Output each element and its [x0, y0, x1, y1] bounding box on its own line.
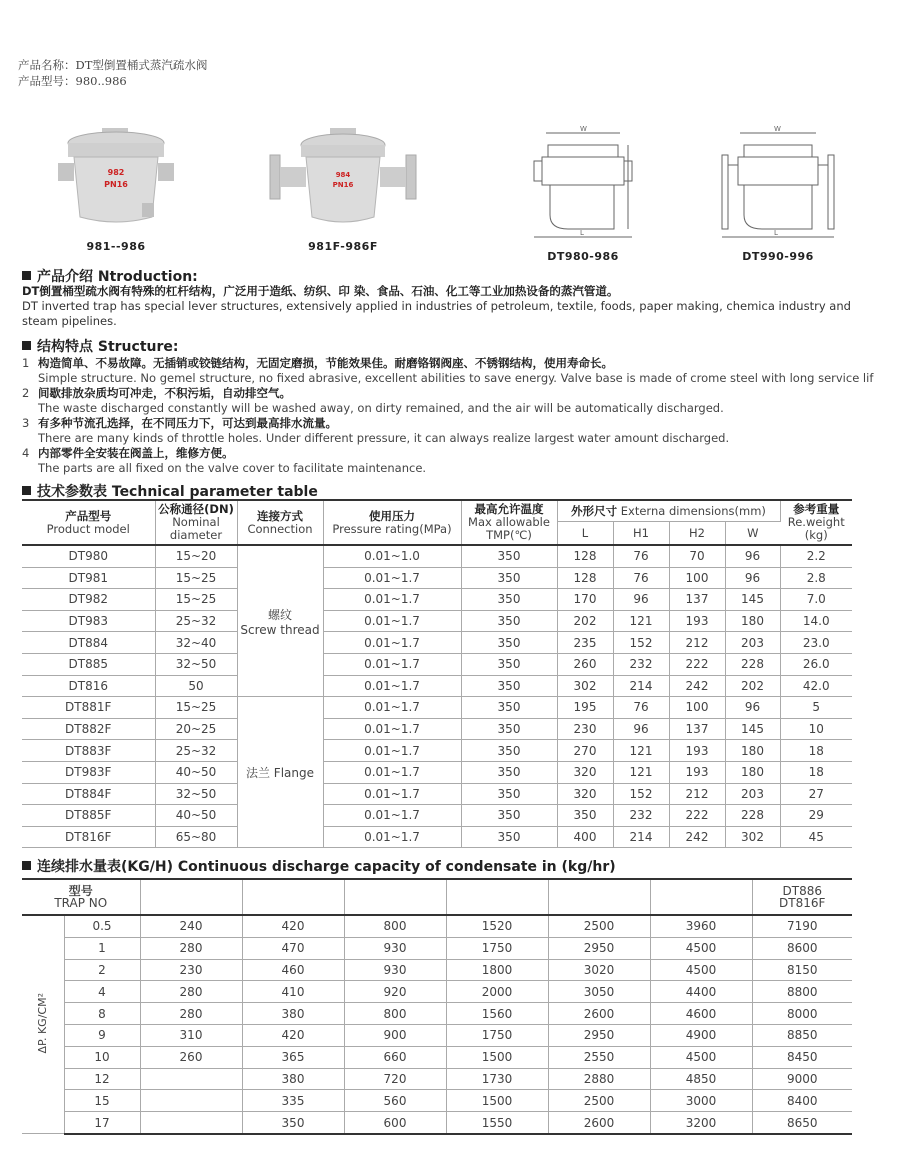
cell-capacity: 660 [344, 1046, 446, 1068]
cell-connection-screw: 螺纹 Screw thread [237, 545, 323, 697]
cell-pressure: 10 [64, 1046, 140, 1068]
cell-model: DT816 [22, 675, 155, 697]
cell-capacity: 900 [344, 1024, 446, 1046]
table-row [22, 697, 852, 719]
cell-model: DT881F [22, 697, 155, 719]
cell-h1: 121 [613, 610, 669, 632]
cell-l: 400 [557, 826, 613, 848]
cell-h2: 100 [669, 567, 725, 589]
cell-h1: 214 [613, 826, 669, 848]
col-header-weight: 参考重量 Re.weight (kg) [780, 500, 852, 545]
dimension-drawing-flange [718, 125, 838, 240]
cell-w: 228 [725, 805, 780, 827]
col-header-model: 产品型号 Product model [22, 500, 155, 545]
cell-tmp: 350 [461, 783, 557, 805]
cell-capacity: 3000 [650, 1090, 752, 1112]
structure-item: 4 内部零件全安装在阀盖上，维修方便。 The parts are all fixed on the valve cover to facilitate maintenance. [22, 446, 427, 475]
cell-capacity: 350 [242, 1112, 344, 1134]
cell-capacity: 1500 [446, 1090, 548, 1112]
svg-text:L: L [580, 229, 584, 237]
cell-dn: 50 [155, 675, 237, 697]
cell-capacity: 800 [344, 915, 446, 937]
sub-header-h1: H1 [613, 522, 669, 546]
cell-capacity: 8850 [752, 1024, 852, 1046]
cell-capacity: 380 [242, 1003, 344, 1025]
cell-capacity: 920 [344, 981, 446, 1003]
cell-pressure: 4 [64, 981, 140, 1003]
svg-text:W: W [774, 125, 781, 133]
cell-model: DT982 [22, 589, 155, 611]
cell-w: 180 [725, 761, 780, 783]
table-row [22, 959, 852, 981]
cell-weight: 2.2 [780, 545, 852, 567]
cell-capacity: 1520 [446, 915, 548, 937]
cell-capacity: 1750 [446, 937, 548, 959]
cell-capacity: 9000 [752, 1068, 852, 1090]
cell-capacity: 3200 [650, 1112, 752, 1134]
cell-pressure: 0.01~1.7 [323, 610, 461, 632]
cell-w: 96 [725, 697, 780, 719]
col-header-pressure: 使用压力 Pressure rating(MPa) [323, 500, 461, 545]
cell-pressure: 2 [64, 959, 140, 981]
cell-tmp: 350 [461, 826, 557, 848]
cell-model: DT884F [22, 783, 155, 805]
cell-weight: 29 [780, 805, 852, 827]
cell-dn: 32~50 [155, 783, 237, 805]
cell-capacity: 7190 [752, 915, 852, 937]
cell-capacity: 2550 [548, 1046, 650, 1068]
cell-weight: 26.0 [780, 653, 852, 675]
cell-l: 302 [557, 675, 613, 697]
cell-weight: 14.0 [780, 610, 852, 632]
cell-w: 203 [725, 632, 780, 654]
cell-weight: 5 [780, 697, 852, 719]
cell-model: DT883F [22, 740, 155, 762]
col-header-dimensions: 外形尺寸 Externa dimensions(mm) [557, 500, 780, 522]
tech-table-body [22, 545, 852, 848]
intro-en: DT inverted trap has special lever structures, extensively applied in industries of petroleum, textile, foods, paper making, chemica industry and [22, 299, 851, 313]
cell-weight: 18 [780, 761, 852, 783]
cell-h1: 152 [613, 632, 669, 654]
tech-heading: 技术参数表 Technical parameter table [22, 481, 318, 501]
cell-w: 96 [725, 567, 780, 589]
table-row [22, 915, 852, 937]
cell-capacity: 260 [140, 1046, 242, 1068]
sub-header-h2: H2 [669, 522, 725, 546]
table-row [22, 1003, 852, 1025]
cell-capacity: 4500 [650, 937, 752, 959]
cell-capacity: 4500 [650, 1046, 752, 1068]
cell-h2: 137 [669, 589, 725, 611]
cell-w: 180 [725, 740, 780, 762]
cell-h2: 212 [669, 632, 725, 654]
cell-dn: 15~20 [155, 545, 237, 567]
cell-pressure: 8 [64, 1003, 140, 1025]
cell-tmp: 350 [461, 718, 557, 740]
cell-tmp: 350 [461, 589, 557, 611]
cell-pressure: 12 [64, 1068, 140, 1090]
cell-capacity: 8800 [752, 981, 852, 1003]
cell-h2: 100 [669, 697, 725, 719]
cell-capacity: 3960 [650, 915, 752, 937]
cell-h1: 214 [613, 675, 669, 697]
cell-pressure: 0.01~1.7 [323, 675, 461, 697]
cell-capacity [140, 1112, 242, 1134]
cell-weight: 23.0 [780, 632, 852, 654]
cell-pressure: 0.01~1.7 [323, 697, 461, 719]
cell-model: DT885F [22, 805, 155, 827]
table-row [22, 567, 852, 589]
cell-capacity: 4500 [650, 959, 752, 981]
table-row [22, 675, 852, 697]
cell-capacity: 4850 [650, 1068, 752, 1090]
table-row [22, 1112, 852, 1134]
cell-l: 195 [557, 697, 613, 719]
cell-weight: 45 [780, 826, 852, 848]
cell-capacity: 1730 [446, 1068, 548, 1090]
cell-dn: 65~80 [155, 826, 237, 848]
cell-tmp: 350 [461, 632, 557, 654]
cell-dn: 32~40 [155, 632, 237, 654]
cell-dn: 25~32 [155, 740, 237, 762]
cell-capacity: 2000 [446, 981, 548, 1003]
cell-h1: 96 [613, 718, 669, 740]
cell-pressure: 15 [64, 1090, 140, 1112]
col-header-connection: 连接方式 Connection [237, 500, 323, 545]
product-name-line: 产品名称：DT型倒置桶式蒸汽疏水阀 [18, 58, 208, 72]
table-row [22, 1068, 852, 1090]
cell-capacity: 230 [140, 959, 242, 981]
dimension-drawing-screw [528, 125, 638, 240]
cell-capacity: 2600 [548, 1003, 650, 1025]
valve-photo-screw [56, 125, 176, 230]
cell-capacity: 930 [344, 937, 446, 959]
sub-header-w: W [725, 522, 780, 546]
cell-dn: 20~25 [155, 718, 237, 740]
cell-w: 180 [725, 610, 780, 632]
cell-h1: 232 [613, 805, 669, 827]
cell-capacity: 8450 [752, 1046, 852, 1068]
cell-model: DT981 [22, 567, 155, 589]
cell-capacity: 4400 [650, 981, 752, 1003]
cell-capacity: 4900 [650, 1024, 752, 1046]
cell-capacity: 720 [344, 1068, 446, 1090]
intro-cn: DT倒置桶型疏水阀有特殊的杠杆结构，广泛用于造纸、纺织、印 染、食品、石油、化工等工业加热设备的蒸汽管道。 [22, 284, 619, 298]
structure-item: 2 间歇排放杂质均可冲走，不积污垢，自动排空气。 The waste discharged constantly will be washed away, on dirty remained, and the air will be automatically discharged. [22, 386, 724, 415]
product-caption: 981--986 [86, 240, 146, 253]
cell-pressure: 0.5 [64, 915, 140, 937]
cell-capacity: 335 [242, 1090, 344, 1112]
table-row [22, 981, 852, 1003]
intro-heading: 产品介绍 Ntroduction: [22, 266, 198, 286]
capacity-table-body [22, 915, 852, 1134]
intro-en: steam pipelines. [22, 314, 117, 328]
cell-h1: 152 [613, 783, 669, 805]
cell-h2: 70 [669, 545, 725, 567]
cell-capacity: 2600 [548, 1112, 650, 1134]
cell-tmp: 350 [461, 545, 557, 567]
badge-text: 984 [335, 171, 351, 179]
intro-text [22, 284, 851, 329]
capacity-table [22, 878, 852, 1135]
cell-pressure: 1 [64, 937, 140, 959]
cell-w: 145 [725, 589, 780, 611]
table-row [22, 718, 852, 740]
cell-h1: 76 [613, 697, 669, 719]
cell-tmp: 350 [461, 697, 557, 719]
cell-weight: 7.0 [780, 589, 852, 611]
cell-w: 202 [725, 675, 780, 697]
structure-item: 3 有多种节流孔选择，在不同压力下，可达到最高排水流量。 There are many kinds of throttle holes. Under different pressure, it can always realize largest water amount discharged. [22, 416, 730, 445]
cell-capacity: 1550 [446, 1112, 548, 1134]
col-header-tmp: 最高允许温度 Max allowable TMP(℃) [461, 500, 557, 545]
cell-pressure: 0.01~1.7 [323, 761, 461, 783]
cell-l: 128 [557, 567, 613, 589]
cell-model: DT983 [22, 610, 155, 632]
cell-h2: 222 [669, 805, 725, 827]
cell-capacity: 800 [344, 1003, 446, 1025]
table-row [22, 1090, 852, 1112]
cell-h2: 137 [669, 718, 725, 740]
cell-h2: 242 [669, 675, 725, 697]
cell-capacity: 4600 [650, 1003, 752, 1025]
cell-pressure: 9 [64, 1024, 140, 1046]
cell-model: DT884 [22, 632, 155, 654]
badge-text: 982 [107, 168, 125, 177]
table-row [22, 740, 852, 762]
cell-w: 203 [725, 783, 780, 805]
cell-tmp: 350 [461, 675, 557, 697]
product-caption: 981F-986F [308, 240, 378, 253]
cell-capacity: 310 [140, 1024, 242, 1046]
cell-capacity: 470 [242, 937, 344, 959]
cell-capacity: 8000 [752, 1003, 852, 1025]
cell-h1: 76 [613, 567, 669, 589]
cell-tmp: 350 [461, 761, 557, 783]
cell-w: 302 [725, 826, 780, 848]
cell-w: 145 [725, 718, 780, 740]
cell-l: 320 [557, 783, 613, 805]
cell-capacity: 1500 [446, 1046, 548, 1068]
badge-text: PN16 [104, 180, 128, 189]
cell-tmp: 350 [461, 740, 557, 762]
table-row [22, 805, 852, 827]
cell-l: 260 [557, 653, 613, 675]
cell-tmp: 350 [461, 653, 557, 675]
table-row [22, 1046, 852, 1068]
cell-capacity: 3050 [548, 981, 650, 1003]
structure-item: 1 构造简单、不易故障。无插销或铰链结构，无固定磨损，节能效果佳。耐磨铬钢阀座、不锈钢结构，使用寿命长。 Simple structure. No gemel structure, no fixed abrasive, excellent abilities to save energy. Valve base is made of crome steel with long service lif [22, 356, 874, 385]
cell-connection-flange: 法兰 Flange [237, 697, 323, 848]
table-row [22, 545, 852, 567]
product-981f-986f [268, 125, 418, 253]
table-row [22, 1024, 852, 1046]
table-row [22, 589, 852, 611]
drawing-dt990-996 [718, 125, 838, 263]
cell-weight: 27 [780, 783, 852, 805]
cell-capacity: 8650 [752, 1112, 852, 1134]
cell-pressure: 17 [64, 1112, 140, 1134]
cell-capacity: 280 [140, 1003, 242, 1025]
cell-dn: 32~50 [155, 653, 237, 675]
product-caption: DT990-996 [742, 250, 814, 263]
cell-w: 96 [725, 545, 780, 567]
cell-capacity: 1750 [446, 1024, 548, 1046]
cell-pressure: 0.01~1.7 [323, 718, 461, 740]
cell-model: DT980 [22, 545, 155, 567]
cell-dn: 25~32 [155, 610, 237, 632]
cell-l: 128 [557, 545, 613, 567]
table-row [22, 632, 852, 654]
cell-h2: 222 [669, 653, 725, 675]
table-row [22, 610, 852, 632]
table-row [22, 783, 852, 805]
doc-header [18, 57, 207, 89]
cell-l: 230 [557, 718, 613, 740]
cell-dn: 15~25 [155, 697, 237, 719]
cell-capacity: 460 [242, 959, 344, 981]
cell-capacity: 420 [242, 915, 344, 937]
cell-weight: 2.8 [780, 567, 852, 589]
cell-capacity: 8600 [752, 937, 852, 959]
cell-capacity: 365 [242, 1046, 344, 1068]
table-row [22, 826, 852, 848]
cell-capacity: 1560 [446, 1003, 548, 1025]
cell-dn: 40~50 [155, 761, 237, 783]
cell-pressure: 0.01~1.0 [323, 545, 461, 567]
capacity-heading: 连续排水量表(KG/H) Continuous discharge capacity of condensate in (kg/hr) [22, 856, 616, 876]
cell-h1: 96 [613, 589, 669, 611]
cell-model: DT882F [22, 718, 155, 740]
cell-capacity: 8400 [752, 1090, 852, 1112]
cell-l: 235 [557, 632, 613, 654]
pressure-axis-label: ΔP. KG/CM² [22, 915, 64, 1134]
cell-h1: 76 [613, 545, 669, 567]
cell-dn: 15~25 [155, 567, 237, 589]
cell-dn: 40~50 [155, 805, 237, 827]
cell-tmp: 350 [461, 805, 557, 827]
cell-h1: 121 [613, 740, 669, 762]
cell-h2: 242 [669, 826, 725, 848]
product-model-line: 产品型号：980..986 [18, 74, 127, 88]
table-row [22, 937, 852, 959]
valve-photo-flange [268, 125, 418, 230]
cell-pressure: 0.01~1.7 [323, 589, 461, 611]
cell-pressure: 0.01~1.7 [323, 653, 461, 675]
cell-tmp: 350 [461, 567, 557, 589]
cell-h2: 193 [669, 610, 725, 632]
cell-capacity: 3020 [548, 959, 650, 981]
table-row [22, 653, 852, 675]
cell-capacity: 2500 [548, 1090, 650, 1112]
cell-l: 170 [557, 589, 613, 611]
cell-capacity: 2880 [548, 1068, 650, 1090]
cell-model: DT816F [22, 826, 155, 848]
cell-pressure: 0.01~1.7 [323, 783, 461, 805]
cell-pressure: 0.01~1.7 [323, 632, 461, 654]
cell-tmp: 350 [461, 610, 557, 632]
cell-capacity [140, 1068, 242, 1090]
cell-pressure: 0.01~1.7 [323, 805, 461, 827]
trap-no-header: 型号 TRAP NO [22, 879, 140, 915]
cell-capacity: 2950 [548, 937, 650, 959]
cell-capacity: 2500 [548, 915, 650, 937]
table-row [22, 761, 852, 783]
cell-capacity: 600 [344, 1112, 446, 1134]
cell-h2: 212 [669, 783, 725, 805]
cell-capacity: 280 [140, 981, 242, 1003]
structure-heading: 结构特点 Structure: [22, 336, 178, 356]
cell-capacity: 1800 [446, 959, 548, 981]
product-caption: DT980-986 [547, 250, 619, 263]
tech-param-table [22, 499, 852, 848]
cell-capacity [140, 1090, 242, 1112]
cell-capacity: 240 [140, 915, 242, 937]
product-981-986 [56, 125, 176, 253]
cell-capacity: 930 [344, 959, 446, 981]
cell-weight: 18 [780, 740, 852, 762]
cell-h1: 232 [613, 653, 669, 675]
cell-capacity: 560 [344, 1090, 446, 1112]
cell-capacity: 380 [242, 1068, 344, 1090]
cell-l: 270 [557, 740, 613, 762]
cell-w: 228 [725, 653, 780, 675]
cell-capacity: 410 [242, 981, 344, 1003]
drawing-dt980-986 [528, 125, 638, 263]
cell-capacity: 280 [140, 937, 242, 959]
cell-h1: 121 [613, 761, 669, 783]
cell-l: 202 [557, 610, 613, 632]
cell-h2: 193 [669, 761, 725, 783]
cell-pressure: 0.01~1.7 [323, 740, 461, 762]
cell-weight: 42.0 [780, 675, 852, 697]
cell-pressure: 0.01~1.7 [323, 826, 461, 848]
cell-capacity: 420 [242, 1024, 344, 1046]
svg-text:L: L [774, 229, 778, 237]
cell-capacity: 2950 [548, 1024, 650, 1046]
cell-pressure: 0.01~1.7 [323, 567, 461, 589]
sub-header-l: L [557, 522, 613, 546]
trap-header-dt886: DT886 DT816F [752, 879, 852, 915]
cell-weight: 10 [780, 718, 852, 740]
cell-dn: 15~25 [155, 589, 237, 611]
cell-h2: 193 [669, 740, 725, 762]
badge-text: PN16 [332, 181, 354, 189]
cell-l: 350 [557, 805, 613, 827]
svg-text:W: W [580, 125, 587, 133]
col-header-dn: 公称通径(DN) Nominal diameter [155, 500, 237, 545]
cell-model: DT983F [22, 761, 155, 783]
cell-l: 320 [557, 761, 613, 783]
cell-model: DT885 [22, 653, 155, 675]
cell-capacity: 8150 [752, 959, 852, 981]
